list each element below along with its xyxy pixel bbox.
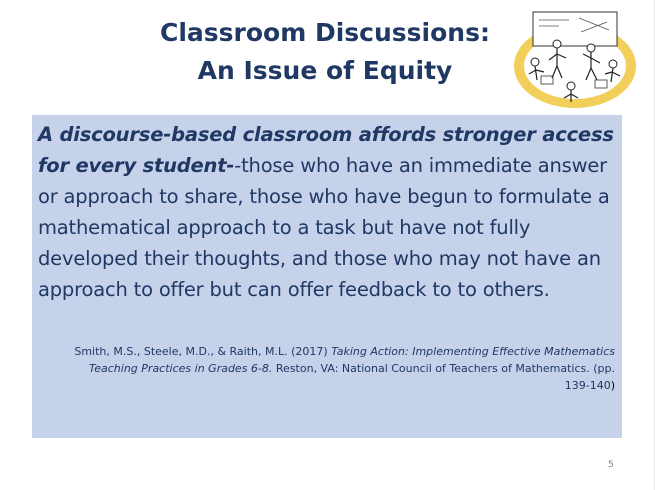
citation-book-title: Taking Action: Implementing Effective Mathematics Teaching Practices in Grades 6-8. xyxy=(88,345,615,375)
quote-box xyxy=(32,115,622,438)
title-line-2: An Issue of Equity xyxy=(197,56,453,85)
quote-emphasis: A discourse-based classroom affords stronger access for every student- xyxy=(38,123,614,177)
citation xyxy=(62,343,615,394)
quote-text xyxy=(38,119,620,305)
classroom-discussion-icon xyxy=(509,8,639,112)
citation-publisher: Reston, VA: National Council of Teachers of Mathematics. (pp. 139-140 xyxy=(272,362,615,392)
slide-title xyxy=(110,14,540,90)
citation-closing: ) xyxy=(610,379,615,392)
title-line-1: Classroom Discussions: xyxy=(160,18,490,47)
citation-authors: Smith, M.S., Steele, M.D., & Raith, M.L. (2017) xyxy=(74,345,332,358)
quote-body: -those who have an immediate answer or approach to share, those who have begun to formulate a mathematical approach to a task but have not fully developed their thoughts, and those who may not have an approach to offer but can offer feedback to to others. xyxy=(38,154,610,301)
page-number: 5 xyxy=(608,460,614,470)
